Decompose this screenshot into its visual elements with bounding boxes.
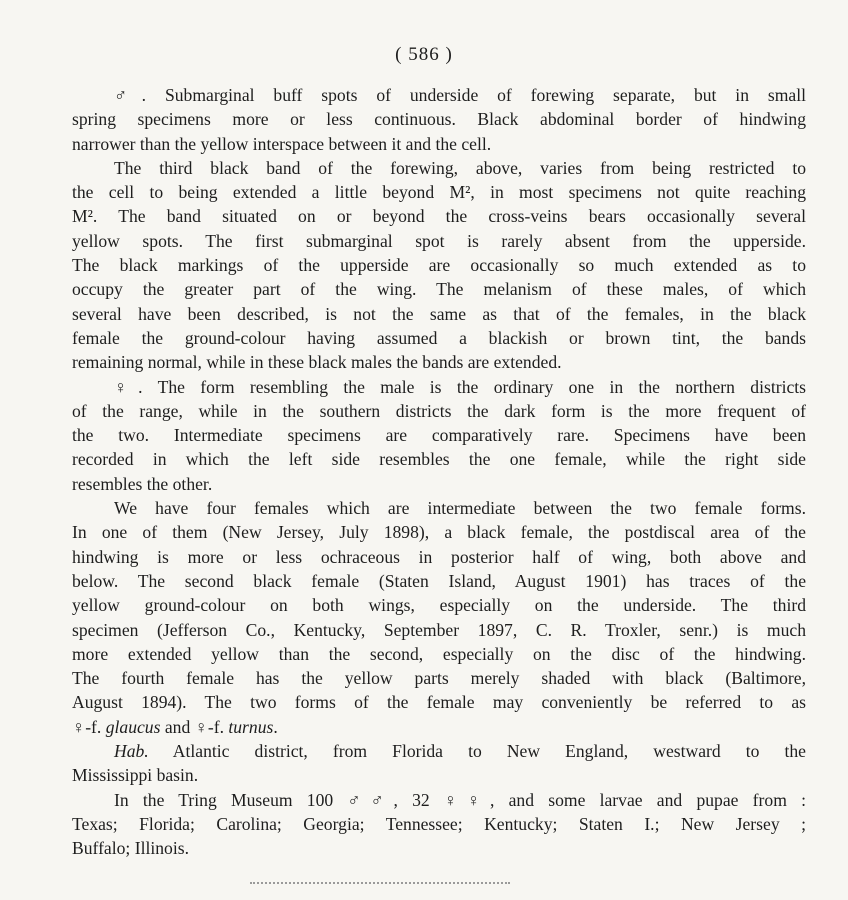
- form-suffix: .: [273, 716, 278, 737]
- paragraph-habitat: [72, 739, 806, 788]
- text-body: [72, 83, 806, 861]
- text-line: spring specimens more or less continuous. Black abdominal border of hindwing: [72, 109, 806, 130]
- text-line: specimen (Jefferson Co., Kentucky, September 1897, C. R. Troxler, senr.) is much: [72, 619, 806, 640]
- text-line: narrower than the yellow interspace between it and the cell.: [72, 133, 492, 154]
- paragraph-museum: [72, 788, 806, 861]
- page-number: ( 586 ): [395, 44, 453, 65]
- text-line: several have been described, is not the same as that of the females, in the black: [72, 303, 806, 324]
- text-line: Texas; Florida; Carolina; Georgia; Tennessee; Kentucky; Staten I.; New Jersey ;: [72, 813, 806, 834]
- text-line: In one of them (New Jersey, July 1898), a black female, the postdiscal area of the: [72, 522, 806, 543]
- paragraph-male-description: [72, 83, 806, 156]
- text-line: hindwing is more or less ochraceous in posterior half of wing, both above and: [72, 546, 806, 567]
- text-line: more extended yellow than the second, especially on the disc of the hindwing.: [72, 643, 806, 664]
- paragraph-intermediate-females: [72, 496, 806, 739]
- text-line-forms: [72, 715, 806, 739]
- text-line: resembles the other.: [72, 473, 213, 494]
- text-line: the cell to being extended a little beyond M², in most specimens not quite reaching: [72, 182, 806, 203]
- text-line: August 1894). The two forms of the female may conveniently be referred to as: [72, 692, 806, 713]
- bleed-through-mark: [250, 882, 510, 890]
- text-line: yellow spots. The first submarginal spot is rarely absent from the upperside.: [72, 230, 806, 251]
- text-line: The third black band of the forewing, above, varies from being restricted to: [114, 157, 806, 178]
- text-line: The black markings of the upperside are occasionally so much extended as to: [72, 255, 806, 276]
- text-line: M². The band situated on or beyond the cross-veins bears occasionally several: [72, 206, 806, 227]
- text-line: the two. Intermediate specimens are comparatively rare. Specimens have been: [72, 425, 806, 446]
- text-line: of the range, while in the southern districts the dark form is the more frequent of: [72, 400, 806, 421]
- text-line: In the Tring Museum 100 ♂♂, 32 ♀♀, and some larvae and pupae from :: [114, 789, 806, 810]
- form-prefix: ♀-f.: [72, 716, 106, 737]
- habitat-label: Hab.: [114, 741, 149, 762]
- paragraph-female-description: [72, 375, 806, 496]
- form-joiner: and: [160, 716, 195, 737]
- text-line: occupy the greater part of the wing. The melanism of these males, of which: [72, 279, 806, 300]
- text-line: below. The second black female (Staten Island, August 1901) has traces of the: [72, 570, 806, 591]
- text-line: ♀. The form resembling the male is the ordinary one in the northern districts: [114, 376, 806, 397]
- form-prefix: ♀-f.: [194, 716, 229, 737]
- form-name-glaucus: glaucus: [105, 716, 161, 737]
- text-line: female the ground-colour having assumed a blackish or brown tint, the bands: [72, 327, 806, 348]
- text-line: ♂. Submarginal buff spots of underside of forewing separate, but in small: [114, 85, 806, 105]
- text-line: remaining normal, while in these black males the bands are extended.: [72, 352, 562, 373]
- text-line: yellow ground-colour on both wings, especially on the underside. The third: [72, 595, 806, 616]
- text-line: Buffalo; Illinois.: [72, 838, 189, 859]
- text-line: Mississippi basin.: [72, 765, 199, 786]
- text-line: recorded in which the left side resembles the one female, while the right side: [72, 449, 806, 470]
- habitat-text: Atlantic district, from Florida to New England, westward to the: [148, 741, 806, 762]
- form-name-turnus: turnus: [228, 716, 274, 737]
- text-line: The fourth female has the yellow parts merely shaded with black (Baltimore,: [72, 668, 806, 689]
- text-line-habitat: [72, 739, 806, 763]
- text-line: We have four females which are intermediate between the two female forms.: [114, 498, 806, 519]
- paragraph-forewing-band: [72, 156, 806, 375]
